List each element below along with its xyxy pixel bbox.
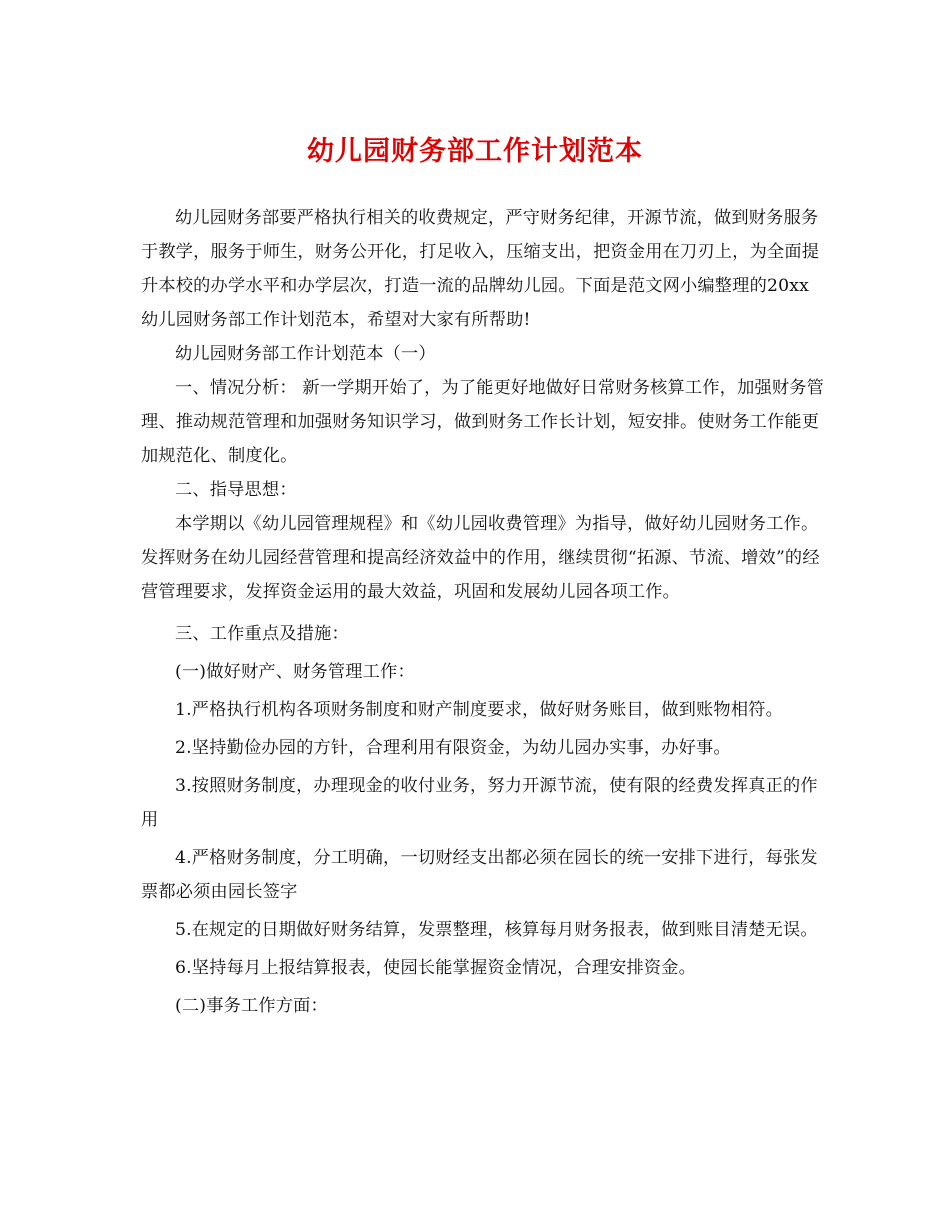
key-work-heading: 三、工作重点及措施： bbox=[175, 624, 349, 644]
section-heading-plan-one: 幼儿园财务部工作计划范本（一） bbox=[175, 344, 436, 364]
subsection-heading-property: (一)做好财产、财务管理工作： bbox=[175, 662, 415, 682]
list-item-2: 2.坚持勤俭办园的方针，合理利用有限资金，为幼儿园办实事，办好事。 bbox=[175, 738, 731, 758]
document-body bbox=[141, 201, 825, 1023]
intro-paragraph: 幼儿园财务部要严格执行相关的收费规定，严守财务纪律，开源节流，做到财务服务于教学，服务于师生，财务公开化，打足收入，压缩支出，把资金用在刀刃上，为全面提升本校的办学水平和办学层次，打造一流的品牌幼儿园。下面是范文网小编整理的20xx幼儿园财务部工作计划范本，希望对大家有所帮助! bbox=[141, 208, 820, 330]
list-item-6: 6.坚持每月上报结算报表，使园长能掌握资金情况，合理安排资金。 bbox=[175, 958, 697, 978]
list-item-1: 1.严格执行机构各项财务制度和财产制度要求，做好财务账目，做到账物相符。 bbox=[175, 700, 783, 720]
guiding-thought-heading: 二、指导思想： bbox=[175, 480, 297, 500]
list-item-3: 3.按照财务制度，办理现金的收付业务，努力开源节流，使有限的经费发挥真正的作用 bbox=[141, 776, 818, 830]
guiding-thought-paragraph: 本学期以《幼儿园管理规程》和《幼儿园收费管理》为指导，做好幼儿园财务工作。发挥财务在幼儿园经营管理和提高经济效益中的作用，继续贯彻“拓源、节流、增效”的经营管理要求，发挥资金运用的最大效益，巩固和发展幼儿园各项工作。 bbox=[141, 514, 820, 602]
list-item-5: 5.在规定的日期做好财务结算，发票整理，核算每月财务报表，做到账目清楚无误。 bbox=[175, 920, 818, 940]
page-title: 幼儿园财务部工作计划范本 bbox=[307, 136, 643, 167]
list-item-4: 4.严格财务制度，分工明确，一切财经支出都必须在园长的统一安排下进行，每张发票都必须由园长签字 bbox=[141, 848, 818, 902]
subsection-heading-affairs: (二)事务工作方面： bbox=[175, 996, 328, 1016]
situation-analysis-paragraph: 一、情况分析： 新一学期开始了，为了能更好地做好日常财务核算工作，加强财务管理、推动规范管理和加强财务知识学习，做到财务工作长计划，短安排。使财务工作能更加规范化、制度化。 bbox=[141, 378, 825, 466]
